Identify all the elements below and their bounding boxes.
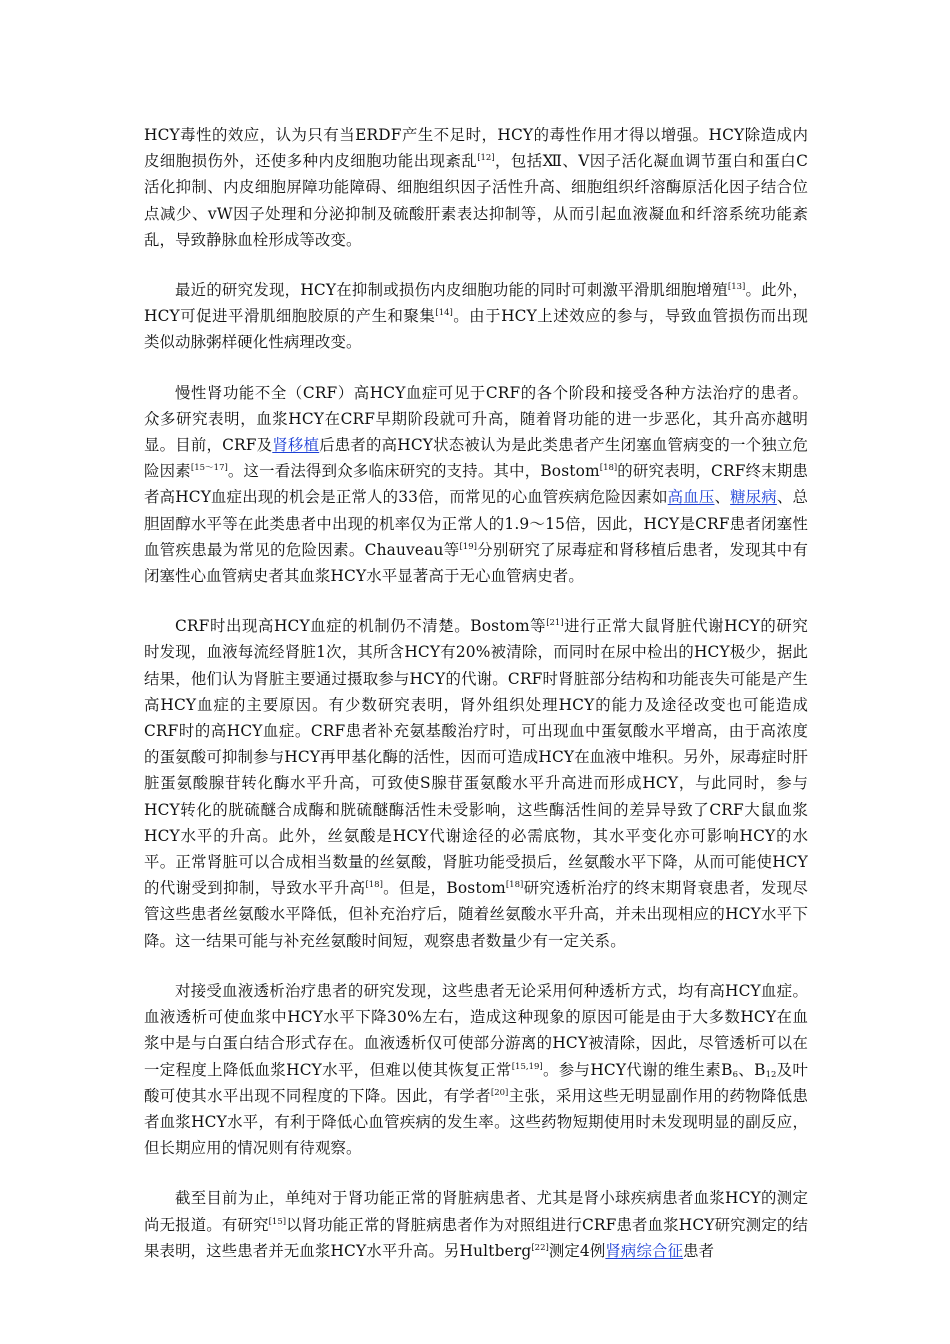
text-run: 进行正常大鼠肾脏代谢HCY的研究时发现，血液每流经肾脏1次，其所含HCY有20%被清除，而同时在尿中检出的HCY极少，据此结果，他们认为肾脏主要通过摄取参与HCY的代谢。CRF时肾脏部分结构和功能丧失可能是产生高HCY血症的主要原因。有少数研究表明，肾外组织处理HCY的能力及途径改变也可能造成CRF时的高HCY血症。CRF患者补充氨基酸治疗时，可出现血中蛋氨酸水平增高，由于高浓度的蛋氨酸可抑制参与HCY再甲基化酶的活性，因而可造成HCY在血液中堆积。另外，尿毒症时肝脏蛋氨酸腺苷转化酶水平升高，可致使S腺苷蛋氨酸水平升高进而形成HCY，与此同时，参与HCY转化的胱硫醚合成酶和胱硫醚酶活性未受影响，这些酶活性间的差异导致了CRF大鼠血浆HCY水平的升高。此外，丝氨酸是HCY代谢途径的必需底物，其水平变化亦可影响HCY的水平。正常肾脏可以合成相当数量的丝氨酸，肾脏功能受损后，丝氨酸水平下降，从而可能使HCY的代谢受到抑制，导致水平升高 (144, 617, 808, 898)
article-body (144, 122, 808, 1288)
text-run: 。此外，HCY可促进平滑肌细胞胶原的产生和聚集 (144, 281, 808, 326)
text-run: ，包括Ⅻ、Ⅴ因子活化凝血调节蛋白和蛋白C活化抑制、内皮细胞屏障功能障碍、细胞组织因子活性升高、细胞组织纤溶酶原活化因子结合位点减少、vW因子处理和分泌抑制及硫酸肝素表达抑制等，从而引起血液凝血和纤溶系统功能紊乱，导致静脉血栓形成等改变。 (144, 152, 808, 249)
text-run: HCY毒性的效应，认为只有当ERDF产生不足时，HCY的毒性作用才得以增强。HCY除造成内皮细胞损伤外，还使多种内皮细胞功能出现紊乱 (144, 126, 808, 171)
text-run: 研究透析治疗的终末期肾衰患者，发现尽管这些患者丝氨酸水平降低，但补充治疗后，随着丝氨酸水平升高，并未出现相应的HCY水平下降。这一结果可能与补充丝氨酸时间短，观察患者数量少有一定关系。 (144, 879, 809, 950)
subscript: 6 (732, 1069, 739, 1080)
text-run: 及叶酸可使其水平出现不同程度的下降。因此，有学者 (144, 1060, 808, 1105)
citation-ref: [14] (435, 308, 453, 319)
text-run: 慢性肾功能不全（CRF）高HCY血症可见于CRF的各个阶段和接受各种方法治疗的患者。众多研究表明，血浆HCY在CRF早期阶段就可升高，随着肾功能的进一步恶化，其升高亦越明显。目前，CRF及 (144, 383, 808, 455)
text-run: 分别研究了尿毒症和肾移植后患者，发现其中有闭塞性心血管病史者其血浆HCY水平显著高于无心血管病史者。 (144, 540, 808, 586)
citation-ref: [15～17] (190, 463, 228, 474)
citation-ref: [18] (599, 463, 618, 474)
text-run: 对接受血液透析治疗患者的研究发现，这些患者无论采用何种透析方式，均有高HCY血症。血液透析可使血浆中HCY水平下降30%左右，造成这种现象的原因可能是由于大多数HCY在血浆中是与白蛋白结合形式存在。血液透析仅可使部分游离的HCY被清除，因此，尽管透析可以在一定程度上降低血浆HCY水平，但难以使其恢复正常 (144, 981, 808, 1079)
citation-ref: [18] (365, 880, 383, 891)
text-run: 。参与HCY代谢的维生素B (542, 1060, 733, 1079)
term-link[interactable]: 肾移植 (272, 436, 320, 455)
text-run: 。由于HCY上述效应的参与，导致血管损伤而出现类似动脉粥样硬化性病理改变。 (144, 307, 808, 352)
term-link[interactable]: 高血压 (667, 488, 715, 507)
text-run: 以肾功能正常的肾脏病患者作为对照组进行CRF患者血浆HCY研究测定的结果表明，这些患者并无血浆HCY水平升高。另Hultberg (144, 1215, 809, 1260)
paragraph (144, 122, 808, 253)
citation-ref: [20] (490, 1087, 509, 1098)
text-run: 测定4例 (548, 1241, 606, 1260)
paragraph (144, 277, 808, 356)
text-run: 主张，采用这些无明显副作用的药物降低患者血浆HCY水平，有利于降低心血管疾病的发生率。这些药物短期使用时未发现明显的副反应，但长期应用的情况则有待观察。 (144, 1086, 808, 1158)
text-run: 。但是，Bostom (382, 879, 506, 898)
citation-ref: [15,19] (511, 1061, 543, 1072)
citation-ref: [18] (505, 880, 524, 891)
text-run: 、 (714, 488, 731, 507)
term-link[interactable]: 肾病综合征 (605, 1241, 684, 1260)
text-run: 后患者的高HCY状态被认为是此类患者产生闭塞血管病变的一个独立危险因素 (144, 436, 808, 481)
paragraph (144, 1185, 808, 1264)
text-run: 截至目前为止，单纯对于肾功能正常的肾脏病患者、尤其是肾小球疾病患者血浆HCY的测定尚无报道。有研究 (144, 1189, 808, 1234)
paragraph (144, 380, 808, 590)
text-run: CRF时出现高HCY血症的机制仍不清楚。Bostom等 (175, 617, 547, 636)
text-run: 、B (738, 1060, 766, 1079)
citation-ref: [19] (459, 541, 477, 552)
term-link[interactable]: 糖尿病 (730, 488, 777, 507)
citation-ref: [12] (477, 153, 495, 164)
citation-ref: [15] (268, 1216, 287, 1227)
text-run: 的研究表明，CRF终末期患者高HCY血症出现的机会是正常人的33倍，而常见的心血管疾病危险因素如 (144, 462, 809, 507)
text-run: 。这一看法得到众多临床研究的支持。其中，Bostom (227, 462, 600, 481)
paragraph (144, 978, 808, 1161)
subscript: 12 (765, 1069, 777, 1080)
paragraph (144, 613, 808, 954)
text-run: 、总胆固醇水平等在此类患者中出现的机率仅为正常人的1.9～15倍，因此，HCY是CRF患者闭塞性血管疾患最为常见的危险因素。Chauveau等 (144, 488, 809, 559)
text-run: 最近的研究发现，HCY在抑制或损伤内皮细胞功能的同时可刺激平滑肌细胞增殖 (175, 281, 728, 300)
citation-ref: [13] (727, 282, 746, 293)
citation-ref: [21] (546, 618, 564, 629)
text-run: 患者 (683, 1241, 715, 1260)
citation-ref: [22] (531, 1242, 549, 1253)
